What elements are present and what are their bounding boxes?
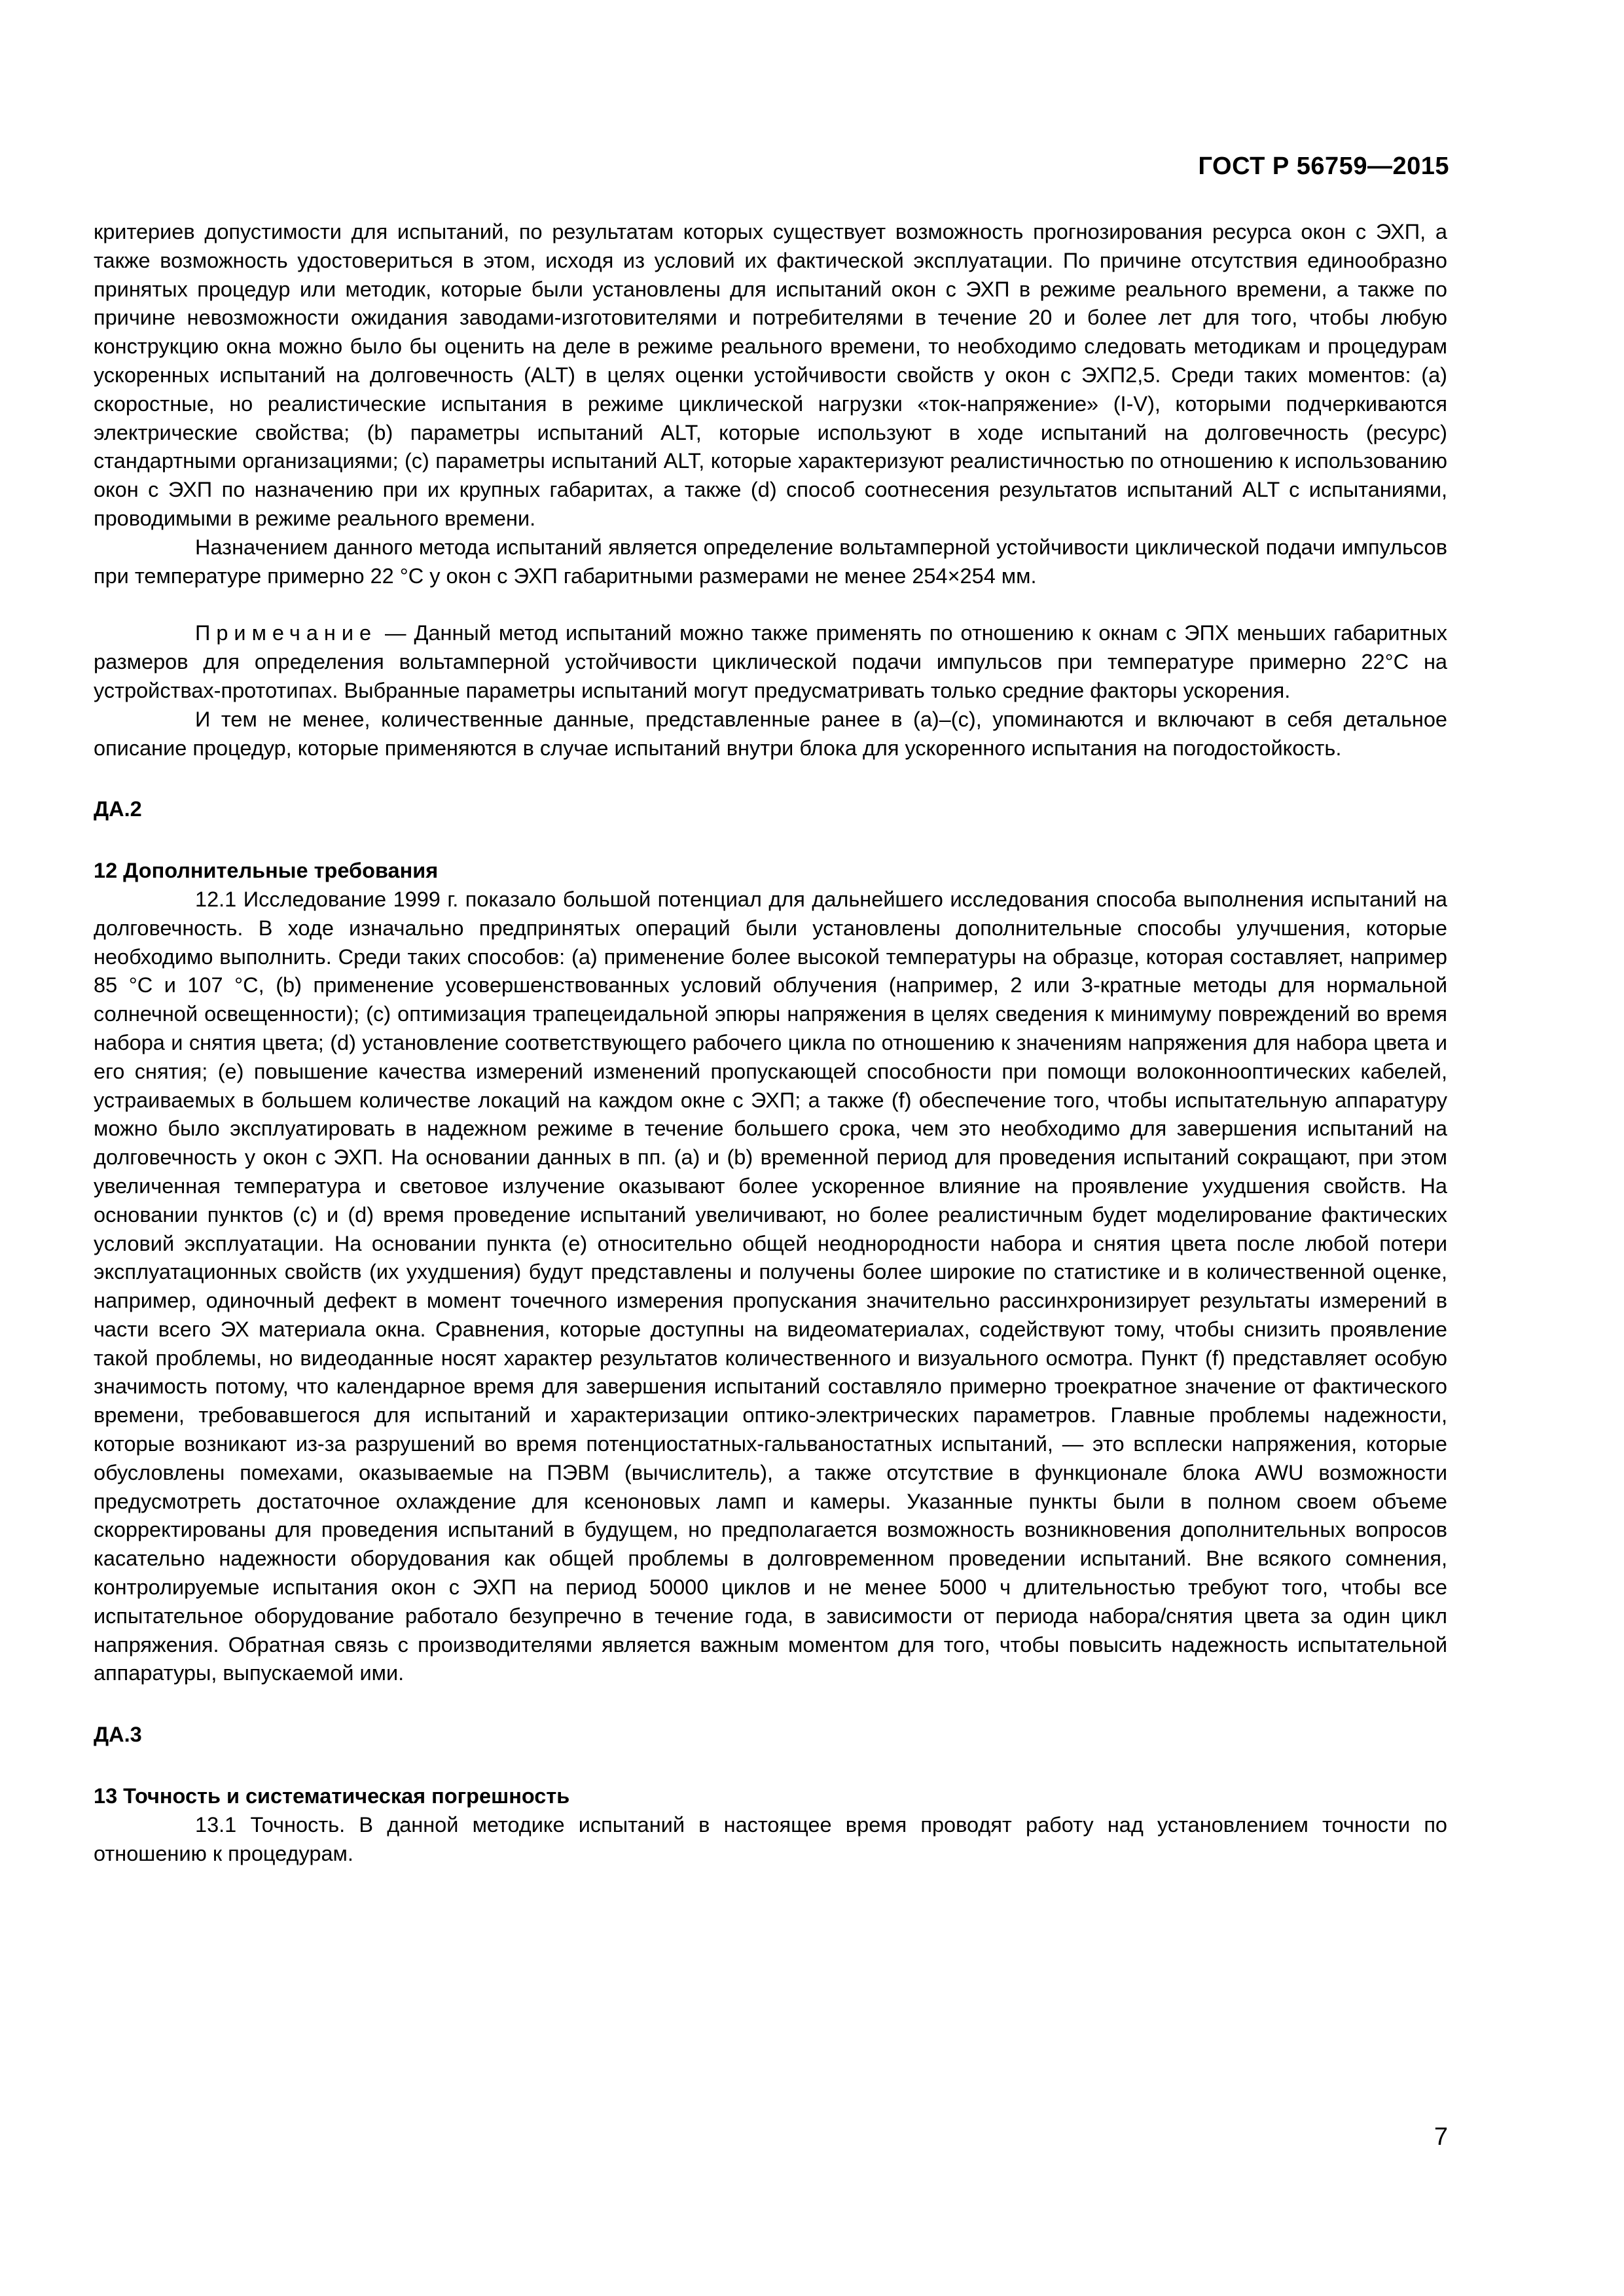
section-heading-13: 13 Точность и систематическая погрешность [94, 1784, 570, 1808]
spacer [94, 762, 1447, 795]
note-label: Примечание [195, 621, 378, 645]
note [94, 619, 1447, 705]
document-id-header: ГОСТ Р 56759—2015 [1198, 152, 1449, 180]
document-body [94, 218, 1447, 1868]
page-number: 7 [1434, 2123, 1448, 2151]
spacer [94, 824, 1447, 857]
note-text: — Данный метод испытаний можно также применять по отношению к окнам с ЭПХ меньших габаритных размеров для определения вольтамперной устойчивости циклической подачи импульсов при температуре примерно 22°С на устройствах-прототипах. Выбранные параметры испытаний могут предусматривать только средние факторы ускорения. [94, 621, 1447, 702]
paragraph-13-1: 13.1 Точность. В данной методике испытаний в настоящее время проводят работу над установлением точности по отношению к процедурам. [94, 1812, 1447, 1865]
paragraph-criteria: критериев допустимости для испытаний, по результатам которых существует возможность прогнозирования ресурса окон с ЭХП, а также возможность удостовериться в этом, исходя из условий их фактической эксплуатации. По причине отсутствия единообразно принятых процедур или методик, которые были установлены для испытаний окон с ЭХП в режиме реального времени, а также по причине невозможности ожидания заводами-изготовителями и потребителями в течение 20 и более лет для того, чтобы любую конструкцию окна можно было бы оценить на деле в режиме реального времени, то необходимо следовать методикам и процедурам ускоренных испытаний на долговечность (ALT) в целях оценки устойчивости свойств у окон с ЭХП2,5. Среди таких моментов: (а) скоростные, но реалистические испытания в режиме циклической нагрузки «ток-напряжение» (I-V), которыми подчеркиваются электрические свойства; (b) параметры испытаний ALT, которые используют в ходе испытаний на долговечность (ресурс) стандартными организациями; (с) параметры испытаний ALT, которые характеризуют реалистичностью по отношению к использованию окон с ЭХП по назначению при их крупных габаритах, а также (d) способ соотнесения результатов испытаний ALT с испытаниями, проводимыми в режиме реального времени. [94, 220, 1447, 530]
section-heading-12: 12 Дополнительные требования [94, 859, 439, 883]
paragraph-purpose: Назначением данного метода испытаний является определение вольтамперной устойчивости циклической подачи импульсов при температуре примерно 22 °С у окон с ЭХП габаритными размерами не менее 254×254 мм. [94, 535, 1447, 588]
paragraph-quantitative-data: И тем не менее, количественные данные, представленные ранее в (а)–(с), упоминаются и включают в себя детальное описание процедур, которые применяются в случае испытаний внутри блока для ускоренного испытания на погодостойкость. [94, 707, 1447, 760]
spacer [94, 590, 1447, 619]
paragraph-12-1: 12.1 Исследование 1999 г. показало большой потенциал для дальнейшего исследования способа выполнения испытаний на долговечность. В ходе изначально предпринятых операций были установлены дополнительные способы улучшения, которые необходимо выполнить. Среди таких способов: (а) применение более высокой температуры на образце, которая составляет, например 85 °С и 107 °С, (b) применение усовершенствованных условий облучения (например, 2 или 3-кратные методы для нормальной солнечной освещенности); (с) оптимизация трапецеидальной эпюры напряжения в целях сведения к минимуму повреждений во время набора и снятия цвета; (d) установление соответствующего рабочего цикла по отношению к значениям напряжения для набора цвета и его снятия; (е) повышение качества измерений изменений пропускающей способности при помощи волоконнооптических кабелей, устраиваемых в большем количестве локаций на каждом окне с ЭХП; а также (f) обеспечение того, чтобы испытательную аппаратуру можно было эксплуатировать в надежном режиме в течение большего срока, чем это необходимо для завершения испытаний на долговечность у окон с ЭХП. На основании данных в пп. (а) и (b) временной период для проведения испытаний сокращают, при этом увеличенная температура и световое излучение оказывают более ускоренное влияние на проявление ухудшения свойств. На основании пунктов (с) и (d) время проведение испытаний увеличивают, но более реалистичным будет моделирование фактических условий эксплуатации. На основании пункта (е) относительно общей неоднородности набора и снятия цвета после любой потери эксплуатационных свойств (их ухудшения) будут представлены и получены более широкие по статистике и в количественной оценке, например, одиночный дефект в момент точечного измерения пропускания значительно рассинхронизирует результаты измерений в части всего ЭХ материала окна. Сравнения, которые доступны на видеоматериалах, содействуют тому, чтобы снизить проявление такой проблемы, но видеоданные носят характер результатов количественного и визуального осмотра. Пункт (f) представляет особую значимость потому, что календарное время для завершения испытаний составляло примерно троекратное значение от фактического времени, требовавшегося для испытаний и характеризации оптико-электрических параметров. Главные проблемы надежности, которые возникают из-за разрушений во время потенциостатных-гальваностатных испытаний, — это всплески напряжения, которые обусловлены помехами, оказываемые на ПЭВМ (вычислитель), а также отсутствие в функционале блока AWU возможности предусмотреть достаточное охлаждение для ксеноновых ламп и камеры. Указанные пункты были в полном своем объеме скорректированы для проведения испытаний в будущем, но предполагается возможность возникновения дополнительных вопросов касательно надежности оборудования как общей проблемы в долговременном проведении испытаний. Вне всякого сомнения, контролируемые испытания окон с ЭХП на период 50000 циклов и не менее 5000 ч длительностью требуют того, чтобы все испытательное оборудование работало безупречно в течение года, в зависимости от периода набора/снятия цвета за один цикл напряжения. Обратная связь с производителями является важным моментом для того, чтобы повысить надежность испытательной аппаратуры, выпускаемой ими. [94, 887, 1447, 1685]
spacer [94, 1749, 1447, 1782]
appendix-section-da3: ДА.3 [94, 1723, 142, 1747]
spacer [94, 1688, 1447, 1721]
appendix-section-da2: ДА.2 [94, 797, 142, 821]
